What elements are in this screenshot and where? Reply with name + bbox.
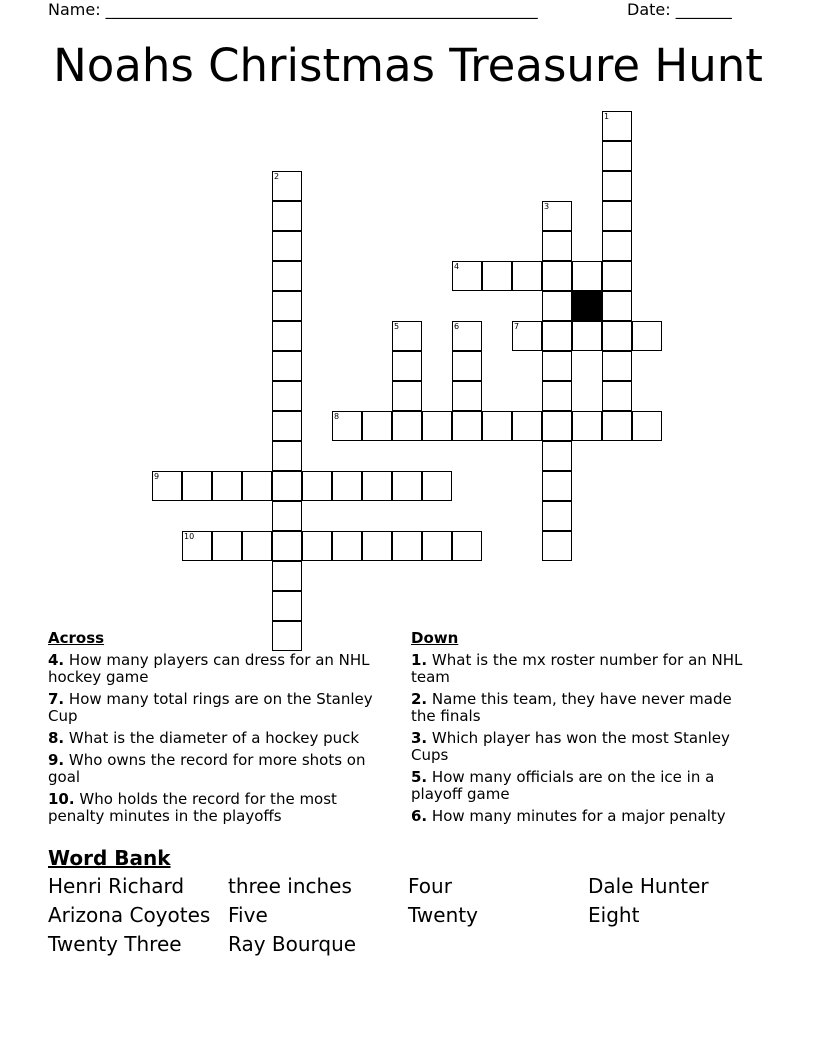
clue-number: 5. (411, 768, 428, 786)
crossword-cell[interactable] (332, 471, 362, 501)
clue-text: Which player has won the most Stanley Cups (411, 729, 730, 764)
crossword-cell[interactable] (272, 381, 302, 411)
crossword-cell[interactable] (572, 261, 602, 291)
clue-text: How many total rings are on the Stanley Cup (48, 690, 373, 725)
crossword-cell[interactable] (572, 411, 602, 441)
clue-text: What is the diameter of a hockey puck (68, 729, 360, 747)
crossword-cell[interactable] (542, 261, 572, 291)
clue-text: How many officials are on the ice in a playoff game (411, 768, 715, 803)
crossword-cell[interactable] (272, 561, 302, 591)
clue-across-9 (48, 752, 393, 786)
crossword-cell[interactable] (452, 531, 482, 561)
clue-number: 2. (411, 690, 428, 708)
clue-across-10 (48, 791, 393, 825)
crossword-cell[interactable] (182, 471, 212, 501)
across-clues (48, 630, 393, 830)
crossword-cell[interactable] (632, 411, 662, 441)
crossword-cell[interactable] (602, 261, 632, 291)
word-bank-item: Four (408, 874, 452, 898)
crossword-cell[interactable] (242, 531, 272, 561)
crossword-cell[interactable] (272, 231, 302, 261)
clue-number-label: 7 (514, 322, 520, 331)
crossword-cell[interactable] (422, 531, 452, 561)
clue-text: How many players can dress for an NHL hockey game (48, 651, 370, 686)
crossword-cell[interactable] (602, 291, 632, 321)
clue-number: 9. (48, 751, 65, 769)
clue-number: 3. (411, 729, 428, 747)
crossword-cell[interactable] (272, 321, 302, 351)
crossword-cell[interactable] (482, 411, 512, 441)
crossword-cell[interactable] (362, 471, 392, 501)
crossword-cell[interactable] (602, 201, 632, 231)
down-clues (411, 630, 756, 830)
clue-number: 8. (48, 729, 65, 747)
clue-number: 1. (411, 651, 428, 669)
word-bank-item: Dale Hunter (588, 874, 709, 898)
crossword-cell[interactable] (392, 411, 422, 441)
crossword-cell[interactable] (602, 171, 632, 201)
crossword-cell[interactable] (542, 351, 572, 381)
crossword-cell[interactable] (272, 201, 302, 231)
word-bank-item: Ray Bourque (228, 932, 357, 956)
crossword-cell[interactable] (542, 441, 572, 471)
crossword-cell[interactable] (392, 471, 422, 501)
crossword-cell[interactable] (602, 141, 632, 171)
crossword-cell[interactable] (482, 261, 512, 291)
clue-across-7 (48, 691, 393, 725)
crossword-cell[interactable] (542, 501, 572, 531)
word-bank-item: Eight (588, 903, 640, 927)
crossword-cell[interactable] (272, 591, 302, 621)
word-bank-item: Arizona Coyotes (48, 903, 211, 927)
down-heading: Down (411, 629, 459, 647)
clue-number-label: 2 (274, 172, 280, 181)
crossword-cell[interactable] (602, 351, 632, 381)
word-bank-item: three inches (228, 874, 352, 898)
crossword-cell[interactable] (212, 471, 242, 501)
word-bank-item: Henri Richard (48, 874, 185, 898)
clue-number-label: 9 (154, 472, 160, 481)
clue-across-4 (48, 652, 393, 686)
crossword-cell[interactable] (272, 261, 302, 291)
crossword-cell[interactable] (602, 411, 632, 441)
across-heading: Across (48, 629, 105, 647)
crossword-black-cell (572, 291, 602, 321)
crossword-cell[interactable] (272, 471, 302, 501)
clue-text: Name this team, they have never made the finals (411, 690, 732, 725)
crossword-cell[interactable] (392, 381, 422, 411)
clue-down-3 (411, 730, 756, 764)
clue-number-label: 5 (394, 322, 400, 331)
crossword-cell[interactable] (542, 321, 572, 351)
crossword-cell[interactable] (632, 321, 662, 351)
clue-down-5 (411, 769, 756, 803)
crossword-cell[interactable] (602, 381, 632, 411)
clue-number: 10. (48, 790, 75, 808)
clue-number-label: 10 (184, 532, 195, 541)
clue-number-label: 8 (334, 412, 340, 421)
clue-down-1 (411, 652, 756, 686)
crossword-cell[interactable] (362, 411, 392, 441)
clue-number-label: 1 (604, 112, 610, 121)
crossword-cell[interactable] (392, 351, 422, 381)
crossword-cell[interactable] (542, 381, 572, 411)
crossword-cell[interactable] (332, 531, 362, 561)
crossword-cell[interactable] (302, 471, 332, 501)
crossword-cell[interactable] (422, 411, 452, 441)
word-bank-item: Twenty (408, 903, 478, 927)
clue-text: What is the mx roster number for an NHL team (411, 651, 743, 686)
crossword-cell[interactable] (212, 531, 242, 561)
crossword-cell[interactable] (602, 231, 632, 261)
crossword-cell[interactable] (272, 411, 302, 441)
date-field[interactable]: Date: _______ (627, 0, 732, 19)
crossword-cell[interactable] (602, 321, 632, 351)
clue-number-label: 3 (544, 202, 550, 211)
crossword-cell[interactable] (272, 441, 302, 471)
crossword-cell[interactable] (272, 351, 302, 381)
clue-down-2 (411, 691, 756, 725)
clue-number-label: 6 (454, 322, 460, 331)
clue-text: Who owns the record for more shots on goal (48, 751, 366, 786)
clue-number: 6. (411, 807, 428, 825)
clue-number: 4. (48, 651, 65, 669)
crossword-cell[interactable] (542, 411, 572, 441)
crossword-cell[interactable] (512, 261, 542, 291)
clue-text: Who holds the record for the most penalty minutes in the playoffs (48, 790, 337, 825)
crossword-cell[interactable] (542, 291, 572, 321)
crossword-cell[interactable] (242, 471, 272, 501)
word-bank-title: Word Bank (48, 846, 171, 870)
page-title: Noahs Christmas Treasure Hunt (53, 39, 763, 92)
crossword-cell[interactable] (452, 381, 482, 411)
crossword-cell[interactable] (422, 471, 452, 501)
crossword-cell[interactable] (392, 531, 422, 561)
crossword-cell[interactable] (362, 531, 392, 561)
crossword-cell[interactable] (272, 501, 302, 531)
crossword-cell[interactable] (542, 231, 572, 261)
word-bank-item: Twenty Three (48, 932, 182, 956)
crossword-cell[interactable] (542, 471, 572, 501)
clue-across-8 (48, 730, 393, 747)
crossword-cell[interactable] (452, 411, 482, 441)
crossword-cell[interactable] (542, 531, 572, 561)
clue-down-6 (411, 808, 756, 825)
word-bank-item: Five (228, 903, 268, 927)
crossword-cell[interactable] (572, 321, 602, 351)
clue-number-label: 4 (454, 262, 460, 271)
name-field[interactable]: Name: ______________________________________________________ (48, 0, 538, 19)
crossword-cell[interactable] (272, 291, 302, 321)
crossword-cell[interactable] (302, 531, 332, 561)
crossword-cell[interactable] (452, 351, 482, 381)
crossword-cell[interactable] (272, 531, 302, 561)
crossword-cell[interactable] (512, 411, 542, 441)
clue-number: 7. (48, 690, 65, 708)
clue-text: How many minutes for a major penalty (431, 807, 726, 825)
